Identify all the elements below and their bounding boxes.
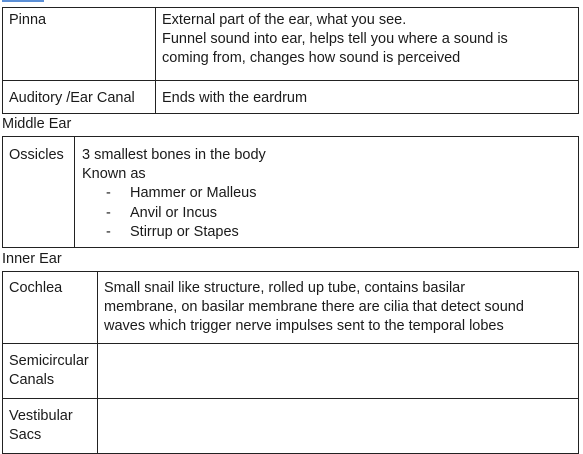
description-cell (75, 137, 579, 248)
term-semicircular-canals: Semicircular Canals (9, 353, 89, 388)
term-cell (3, 8, 156, 81)
description-line: waves which trigger nerve impulses sent to the temporal lobes (104, 318, 504, 334)
table-row (3, 344, 579, 399)
table-row (3, 8, 579, 81)
term-ossicles: Ossicles (9, 147, 64, 163)
table-row (3, 272, 579, 344)
bullet-list (82, 184, 572, 243)
description-line: coming from, changes how sound is perceived (162, 50, 461, 66)
term-cell (3, 81, 156, 114)
table-row (3, 399, 579, 454)
term-cell (3, 399, 98, 454)
description-cell (156, 81, 579, 114)
description-line: Ends with the eardrum (162, 90, 308, 106)
list-item: - Stirrup or Stapes (82, 223, 572, 243)
description-cell (98, 344, 579, 399)
top-link-fragment (2, 0, 44, 2)
term-cell (3, 272, 98, 344)
description-cell (98, 399, 579, 454)
outer-ear-table (2, 7, 579, 114)
list-item: - Anvil or Incus (82, 204, 572, 224)
description-line: Funnel sound into ear, helps tell you where a sound is (162, 31, 508, 47)
list-item: - Hammer or Malleus (82, 184, 572, 204)
description-line: Known as (82, 166, 146, 182)
table-row (3, 81, 579, 114)
inner-ear-table (2, 271, 579, 454)
description-line: membrane, on basilar membrane there are cilia that detect sound (104, 299, 524, 315)
middle-ear-heading: Middle Ear (2, 116, 72, 132)
inner-ear-heading: Inner Ear (2, 251, 62, 267)
term-vestibular-sacs: Vestibular Sacs (9, 408, 73, 443)
description-line: External part of the ear, what you see. (162, 12, 407, 28)
description-cell (156, 8, 579, 81)
middle-ear-table (2, 136, 579, 248)
term-pinna: Pinna (9, 12, 47, 28)
term-cell (3, 344, 98, 399)
description-cell (98, 272, 579, 344)
description-line: Small snail like structure, rolled up tube, contains basilar (104, 280, 466, 296)
term-ear-canal: Auditory /Ear Canal (9, 90, 135, 106)
term-cochlea: Cochlea (9, 280, 63, 296)
table-row (3, 137, 579, 248)
term-cell (3, 137, 75, 248)
description-line: 3 smallest bones in the body (82, 147, 266, 163)
